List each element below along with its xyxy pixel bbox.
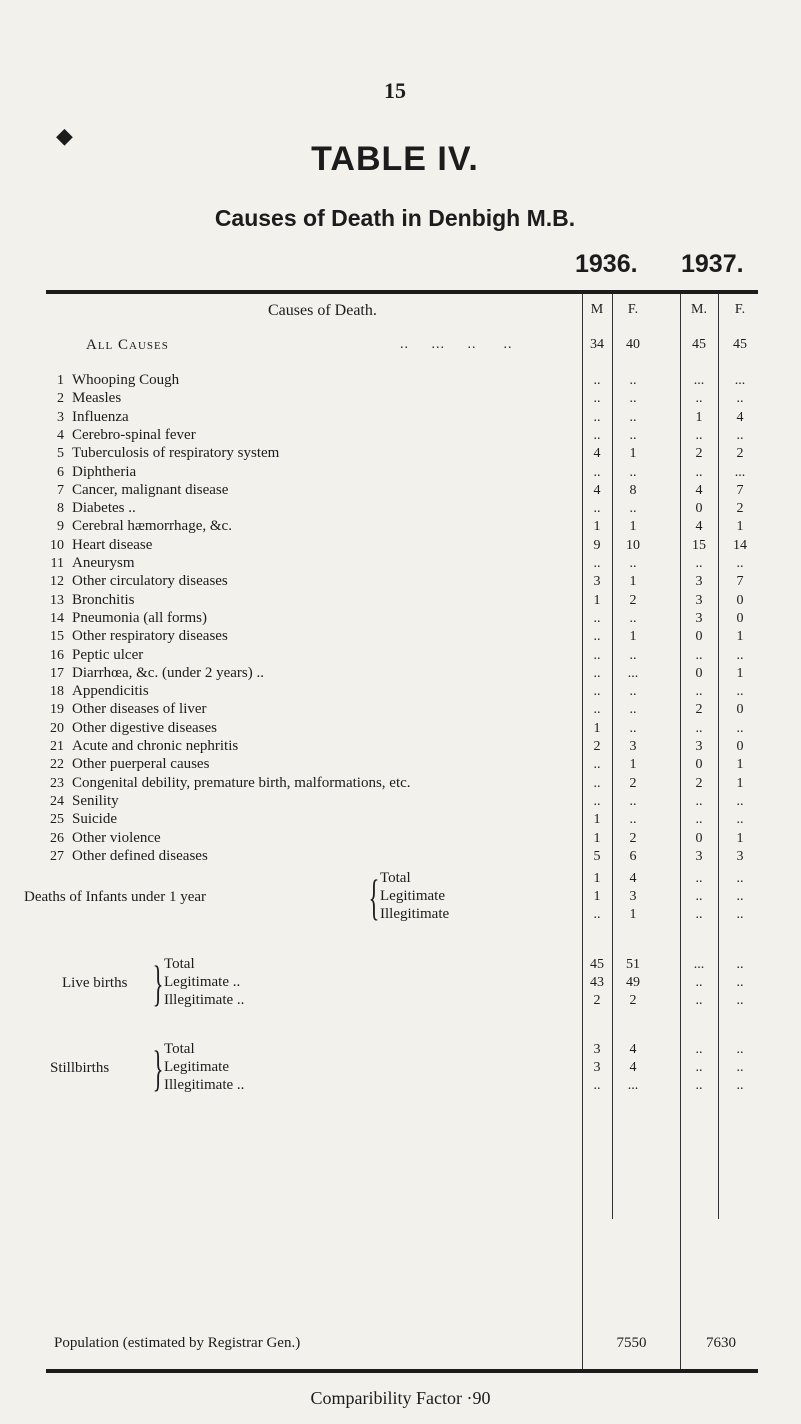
cause-row-value: 1 bbox=[629, 629, 637, 644]
cause-row-value: .. bbox=[629, 556, 637, 571]
cause-row-value: .. bbox=[695, 556, 703, 571]
cause-row-value: 1 bbox=[593, 721, 601, 736]
infants-row-value: 1 bbox=[593, 871, 601, 886]
cause-row-number: 20 bbox=[50, 721, 64, 736]
cause-row-value: 0 bbox=[695, 501, 703, 516]
cause-row-value: 0 bbox=[695, 666, 703, 681]
col-header-f-1937: F. bbox=[734, 302, 746, 317]
live_births-row-value: .. bbox=[736, 975, 744, 990]
cause-row-value: .. bbox=[593, 428, 601, 443]
all-causes-f-1937: 45 bbox=[733, 337, 747, 352]
cause-row-value: 3 bbox=[695, 574, 703, 589]
cause-row-value: .. bbox=[593, 757, 601, 772]
cause-row-value: .. bbox=[629, 428, 637, 443]
cause-row-label: Diphtheria bbox=[72, 464, 137, 480]
cause-row-number: 18 bbox=[50, 684, 64, 699]
cause-row-value: ... bbox=[627, 666, 639, 681]
cause-row-label: Congenital debility, premature birth, malformations, etc. bbox=[72, 775, 411, 791]
stillbirths-row-value: .. bbox=[695, 1042, 703, 1057]
live_births-row-value: ... bbox=[693, 957, 705, 972]
cause-row-number: 21 bbox=[50, 739, 64, 754]
stillbirths-row-value: ... bbox=[627, 1078, 639, 1093]
year-1936-heading: 1936. bbox=[575, 250, 638, 278]
cause-row-value: .. bbox=[695, 465, 703, 480]
cause-row-value: .. bbox=[593, 465, 601, 480]
causes-column-header: Causes of Death. bbox=[268, 302, 377, 319]
cause-row-value: .. bbox=[629, 410, 637, 425]
live_births-row-value: .. bbox=[695, 975, 703, 990]
table-subtitle: Causes of Death in Denbigh M.B. bbox=[214, 205, 576, 231]
cause-row-value: 4 bbox=[593, 483, 601, 498]
diamond-ornament-icon: ◆ bbox=[56, 123, 73, 148]
cause-row-value: 1 bbox=[736, 776, 744, 791]
stillbirths-row-value: 3 bbox=[593, 1060, 601, 1075]
cause-row-value: ... bbox=[693, 373, 705, 388]
cause-row-value: .. bbox=[629, 501, 637, 516]
cause-row-value: .. bbox=[695, 648, 703, 663]
cause-row-value: 4 bbox=[736, 410, 744, 425]
page-number: 15 bbox=[384, 78, 406, 103]
cause-row-value: 3 bbox=[695, 739, 703, 754]
cause-row-value: 3 bbox=[736, 849, 744, 864]
cause-row-value: 3 bbox=[593, 574, 601, 589]
cause-row-label: Other puerperal causes bbox=[72, 756, 210, 772]
cause-row-number: 27 bbox=[50, 849, 64, 864]
infants-row-value: .. bbox=[736, 907, 744, 922]
cause-row-value: 2 bbox=[736, 501, 744, 516]
cause-row-value: .. bbox=[593, 702, 601, 717]
stillbirths-row-label: Legitimate bbox=[164, 1059, 229, 1075]
cause-row-number: 8 bbox=[57, 501, 64, 516]
cause-row-number: 10 bbox=[50, 538, 64, 553]
cause-row-label: Diarrhœa, &c. (under 2 years) .. bbox=[72, 665, 265, 681]
cause-row-number: 26 bbox=[50, 831, 64, 846]
cause-row-value: .. bbox=[629, 648, 637, 663]
cause-row-label: Cerebral hæmorrhage, &c. bbox=[72, 518, 232, 534]
year-1937-heading: 1937. bbox=[681, 250, 744, 278]
cause-row-number: 24 bbox=[50, 794, 64, 809]
cause-row-label: Peptic ulcer bbox=[72, 647, 144, 663]
live_births-row-value: .. bbox=[695, 993, 703, 1008]
cause-row-label: Other digestive diseases bbox=[72, 720, 217, 736]
stillbirths-row-value: .. bbox=[736, 1078, 744, 1093]
stillbirths-row-value: 3 bbox=[593, 1042, 601, 1057]
cause-row-number: 7 bbox=[57, 483, 64, 498]
cause-row-label: Senility bbox=[72, 793, 119, 809]
cause-row-label: Cancer, malignant disease bbox=[72, 482, 229, 498]
cause-row-value: 1 bbox=[695, 410, 703, 425]
live_births-row-value: .. bbox=[736, 993, 744, 1008]
cause-row-value: 4 bbox=[593, 446, 601, 461]
infants-row-label: Total bbox=[380, 870, 411, 886]
col-header-m-1937: M. bbox=[691, 302, 707, 317]
cause-row-value: 4 bbox=[695, 519, 703, 534]
live_births-row-value: 45 bbox=[590, 957, 604, 972]
cause-row-value: .. bbox=[593, 666, 601, 681]
infants-row-value: .. bbox=[695, 907, 703, 922]
cause-row-value: .. bbox=[593, 373, 601, 388]
cause-row-value: .. bbox=[629, 465, 637, 480]
cause-row-value: .. bbox=[629, 684, 637, 699]
cause-row-label: Other circulatory diseases bbox=[72, 573, 228, 589]
leader-dots: .. ... .. .. bbox=[400, 337, 513, 352]
live_births-row-label: Legitimate .. bbox=[164, 974, 241, 990]
cause-row-number: 13 bbox=[50, 593, 64, 608]
cause-row-label: Cerebro-spinal fever bbox=[72, 427, 196, 443]
stillbirths-brace: } bbox=[152, 1040, 164, 1096]
infants-group-label: Deaths of Infants under 1 year bbox=[24, 889, 207, 905]
cause-row-value: 0 bbox=[736, 611, 744, 626]
infants-row-value: 4 bbox=[629, 871, 637, 886]
cause-row-label: Acute and chronic nephritis bbox=[72, 738, 239, 754]
cause-row-number: 15 bbox=[50, 629, 64, 644]
cause-row-number: 3 bbox=[57, 410, 64, 425]
live_births-row-value: 2 bbox=[593, 993, 601, 1008]
cause-row-value: .. bbox=[629, 794, 637, 809]
cause-row-value: 14 bbox=[733, 538, 747, 553]
cause-row-label: Tuberculosis of respiratory system bbox=[72, 445, 280, 461]
cause-row-label: Other diseases of liver bbox=[72, 701, 207, 717]
cause-row-value: 1 bbox=[736, 629, 744, 644]
cause-row-number: 14 bbox=[50, 611, 64, 626]
stillbirths-row-value: .. bbox=[695, 1078, 703, 1093]
cause-row-value: 7 bbox=[736, 574, 744, 589]
cause-row-value: 10 bbox=[626, 538, 640, 553]
cause-row-value: .. bbox=[736, 812, 744, 827]
all-causes-f-1936: 40 bbox=[626, 337, 640, 352]
table-bottom-rule bbox=[46, 1369, 758, 1373]
cause-row-value: 1 bbox=[629, 757, 637, 772]
cause-row-value: .. bbox=[593, 776, 601, 791]
cause-row-value: 1 bbox=[593, 831, 601, 846]
cause-row-label: Influenza bbox=[72, 409, 129, 425]
cause-row-value: 1 bbox=[593, 519, 601, 534]
infants-row-label: Legitimate bbox=[380, 888, 445, 904]
cause-row-label: Whooping Cough bbox=[72, 372, 180, 388]
live_births-group-label: Live births bbox=[62, 975, 128, 991]
cause-row-value: 2 bbox=[629, 831, 637, 846]
all-causes-m-1937: 45 bbox=[692, 337, 706, 352]
table-title: TABLE IV. bbox=[311, 140, 479, 178]
cause-row-value: 2 bbox=[629, 776, 637, 791]
cause-row-value: 3 bbox=[695, 593, 703, 608]
col-header-f-1936: F. bbox=[627, 302, 639, 317]
cause-row-label: Pneumonia (all forms) bbox=[72, 610, 207, 626]
infants-row-value: 1 bbox=[629, 907, 637, 922]
cause-row-label: Aneurysm bbox=[72, 555, 135, 571]
infants-row-value: .. bbox=[736, 871, 744, 886]
cause-row-value: 2 bbox=[593, 739, 601, 754]
cause-row-value: .. bbox=[736, 721, 744, 736]
cause-row-value: ... bbox=[734, 465, 746, 480]
live_births-row-label: Illegitimate .. bbox=[164, 992, 245, 1008]
infants-row-value: 3 bbox=[629, 889, 637, 904]
all-causes-m-1936: 34 bbox=[590, 337, 604, 352]
cause-row-value: .. bbox=[593, 611, 601, 626]
cause-row-value: .. bbox=[629, 721, 637, 736]
cause-row-label: Other respiratory diseases bbox=[72, 628, 228, 644]
cause-row-value: 2 bbox=[629, 593, 637, 608]
cause-row-value: 1 bbox=[593, 593, 601, 608]
live_births-row-value: 2 bbox=[629, 993, 637, 1008]
cause-row-value: .. bbox=[629, 611, 637, 626]
cause-row-value: 4 bbox=[695, 483, 703, 498]
cause-row-value: 1 bbox=[736, 831, 744, 846]
cause-row-value: .. bbox=[593, 629, 601, 644]
cause-row-value: .. bbox=[593, 556, 601, 571]
cause-row-value: .. bbox=[629, 812, 637, 827]
infants-row-label: Illegitimate bbox=[380, 906, 450, 922]
cause-row-value: .. bbox=[695, 721, 703, 736]
cause-row-number: 23 bbox=[50, 776, 64, 791]
live_births-brace: } bbox=[152, 955, 164, 1011]
cause-row-number: 12 bbox=[50, 574, 64, 589]
live_births-row-value: 49 bbox=[626, 975, 640, 990]
cause-row-value: 1 bbox=[593, 812, 601, 827]
live_births-row-value: 43 bbox=[590, 975, 604, 990]
cause-row-value: .. bbox=[629, 391, 637, 406]
stillbirths-row-value: .. bbox=[593, 1078, 601, 1093]
col-header-m-1936: M bbox=[590, 302, 604, 317]
cause-row-value: .. bbox=[593, 391, 601, 406]
population-label: Population (estimated by Registrar Gen.) bbox=[54, 1335, 301, 1351]
cause-row-number: 16 bbox=[50, 648, 64, 663]
stillbirths-group-label: Stillbirths bbox=[50, 1060, 110, 1076]
cause-row-value: .. bbox=[736, 794, 744, 809]
cause-row-value: 1 bbox=[629, 519, 637, 534]
cause-row-value: .. bbox=[593, 794, 601, 809]
cause-row-number: 6 bbox=[57, 465, 64, 480]
cause-row-value: 2 bbox=[695, 446, 703, 461]
cause-row-value: .. bbox=[695, 812, 703, 827]
cause-row-number: 19 bbox=[50, 702, 64, 717]
cause-row-number: 4 bbox=[57, 428, 64, 443]
cause-row-value: 1 bbox=[629, 446, 637, 461]
stillbirths-row-value: .. bbox=[736, 1042, 744, 1057]
cause-row-value: .. bbox=[629, 702, 637, 717]
all-causes-label: All Causes bbox=[86, 337, 169, 353]
cause-row-value: .. bbox=[695, 684, 703, 699]
cause-row-value: 5 bbox=[593, 849, 601, 864]
cause-row-value: 9 bbox=[593, 538, 601, 553]
stillbirths-row-label: Total bbox=[164, 1041, 195, 1057]
cause-row-number: 9 bbox=[57, 519, 64, 534]
cause-row-value: .. bbox=[695, 794, 703, 809]
cause-row-value: 0 bbox=[695, 757, 703, 772]
cause-row-number: 1 bbox=[57, 373, 64, 388]
cause-row-value: 1 bbox=[736, 519, 744, 534]
cause-row-label: Diabetes .. bbox=[72, 500, 136, 516]
infants-row-value: .. bbox=[736, 889, 744, 904]
cause-row-label: Other violence bbox=[72, 830, 161, 846]
infants-row-value: .. bbox=[593, 907, 601, 922]
cause-row-value: .. bbox=[736, 428, 744, 443]
cause-row-value: .. bbox=[593, 648, 601, 663]
cause-row-value: 8 bbox=[629, 483, 637, 498]
cause-row-value: 2 bbox=[695, 702, 703, 717]
cause-row-value: .. bbox=[629, 373, 637, 388]
cause-row-label: Bronchitis bbox=[72, 592, 135, 608]
cause-row-number: 17 bbox=[50, 666, 64, 681]
cause-row-value: 0 bbox=[736, 739, 744, 754]
cause-row-value: .. bbox=[736, 556, 744, 571]
cause-row-value: 7 bbox=[736, 483, 744, 498]
cause-row-value: 3 bbox=[695, 849, 703, 864]
table-top-rule bbox=[46, 290, 758, 294]
infants-brace: { bbox=[368, 869, 380, 925]
infants-row-value: .. bbox=[695, 889, 703, 904]
cause-row-value: 1 bbox=[736, 757, 744, 772]
stillbirths-row-value: .. bbox=[695, 1060, 703, 1075]
cause-row-label: Other defined diseases bbox=[72, 848, 208, 864]
stillbirths-row-label: Illegitimate .. bbox=[164, 1077, 245, 1093]
live_births-row-label: Total bbox=[164, 956, 195, 972]
cause-row-value: 1 bbox=[736, 666, 744, 681]
cause-row-value: .. bbox=[695, 428, 703, 443]
cause-row-number: 2 bbox=[57, 391, 64, 406]
cause-row-value: 1 bbox=[629, 574, 637, 589]
cause-row-number: 11 bbox=[50, 556, 64, 571]
comparability-footnote: Comparibility Factor ·90 bbox=[310, 1388, 491, 1408]
cause-row-value: 0 bbox=[695, 831, 703, 846]
cause-row-value: 3 bbox=[629, 739, 637, 754]
cause-row-value: .. bbox=[695, 391, 703, 406]
cause-row-value: 15 bbox=[692, 538, 706, 553]
cause-row-value: .. bbox=[593, 501, 601, 516]
cause-row-value: 2 bbox=[695, 776, 703, 791]
cause-row-value: ... bbox=[734, 373, 746, 388]
cause-row-number: 5 bbox=[57, 446, 64, 461]
stillbirths-row-value: 4 bbox=[629, 1042, 637, 1057]
population-1937: 7630 bbox=[706, 1335, 736, 1351]
cause-row-value: .. bbox=[736, 684, 744, 699]
cause-row-value: 3 bbox=[695, 611, 703, 626]
cause-row-value: 0 bbox=[736, 702, 744, 717]
cause-row-value: .. bbox=[736, 648, 744, 663]
stillbirths-row-value: .. bbox=[736, 1060, 744, 1075]
cause-row-value: 2 bbox=[736, 446, 744, 461]
cause-row-value: 0 bbox=[736, 593, 744, 608]
population-1936: 7550 bbox=[616, 1335, 647, 1351]
cause-row-number: 22 bbox=[50, 757, 64, 772]
cause-row-value: .. bbox=[593, 684, 601, 699]
cause-row-number: 25 bbox=[50, 812, 64, 827]
cause-row-value: 6 bbox=[629, 849, 637, 864]
live_births-row-value: 51 bbox=[626, 957, 640, 972]
cause-row-value: .. bbox=[593, 410, 601, 425]
cause-row-value: 0 bbox=[695, 629, 703, 644]
cause-row-label: Heart disease bbox=[72, 537, 153, 553]
cause-row-label: Measles bbox=[72, 390, 122, 406]
cause-row-label: Appendicitis bbox=[72, 683, 149, 699]
stillbirths-row-value: 4 bbox=[629, 1060, 637, 1075]
cause-row-value: .. bbox=[736, 391, 744, 406]
live_births-row-value: .. bbox=[736, 957, 744, 972]
infants-row-value: 1 bbox=[593, 889, 601, 904]
infants-row-value: .. bbox=[695, 871, 703, 886]
cause-row-label: Suicide bbox=[72, 811, 117, 827]
